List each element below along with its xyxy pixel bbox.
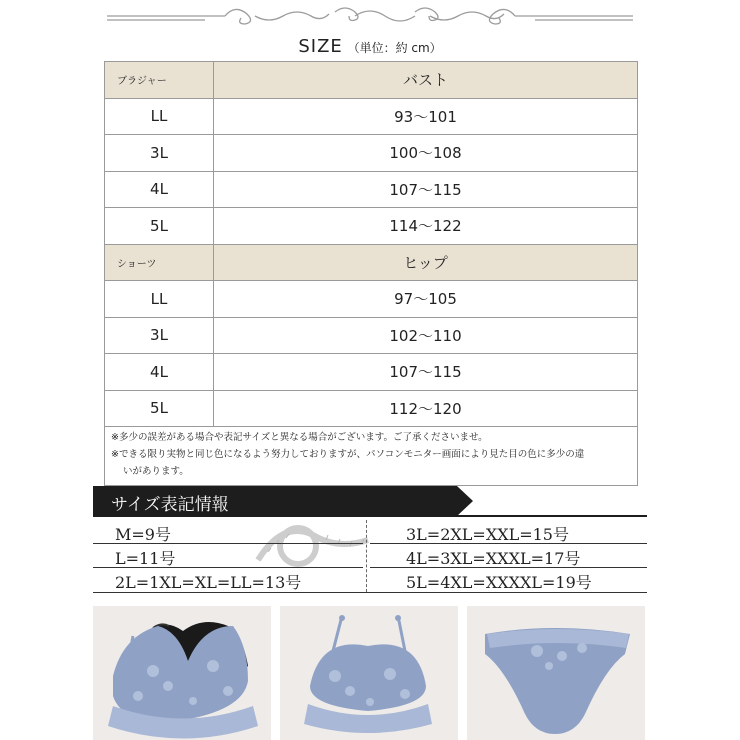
size-cell: 4L [105,171,214,208]
product-photo-shorts [467,606,645,740]
size-equivalence-left-2: L=11号 [115,549,176,568]
table-row [105,98,638,135]
note-line-1: ※多少の誤差がある場合や表記サイズと異なる場合がございます。ご了承くださいませ。 [111,432,488,443]
size-equivalence-right-1: 3L=2XL=XXL=15号 [406,525,569,544]
size-equivalence-right-3: 5L=4XL=XXXXL=19号 [406,573,592,592]
size-equivalence-left-3: 2L=1XL=XL=LL=13号 [115,573,302,592]
bra-header-row [105,62,638,99]
size-info-banner [93,486,647,516]
table-row [105,208,638,245]
size-cell: 3L [105,317,214,354]
table-row [105,135,638,172]
value-cell: 114～122 [214,208,638,245]
size-cell: 5L [105,390,214,427]
size-cell: 4L [105,354,214,391]
product-photo-bra [280,606,458,740]
value-cell: 107～115 [214,354,638,391]
size-info-title: サイズ表記情報 [111,495,229,515]
value-cell: 107～115 [214,171,638,208]
bra-stack-image [93,606,271,740]
bra-label: ブラジャー [105,62,214,99]
size-equivalence-left-1: M=9号 [115,525,171,544]
value-cell: 112～120 [214,390,638,427]
value-cell: 97～105 [214,281,638,318]
shorts-image [467,606,645,740]
table-row [105,390,638,427]
shorts-label: ショーツ [105,244,214,281]
size-cell: LL [105,281,214,318]
size-table [104,61,638,486]
notes-cell [105,427,638,486]
size-cell: 5L [105,208,214,245]
note-line-3: いがあります。 [123,466,189,477]
bust-label: バスト [214,62,638,99]
table-row [105,317,638,354]
note-line-2: ※できる限り実物と同じ色になるよう努力しておりますが、パソコンモニター画面により見た目の色に多少の違 [111,449,585,460]
size-heading: SIZE [298,36,343,57]
hip-label: ヒップ [214,244,638,281]
value-cell: 102～110 [214,317,638,354]
notes-row [105,427,638,486]
size-cell: 3L [105,135,214,172]
size-title [0,36,740,57]
size-equivalence-right-2: 4L=3XL=XXXL=17号 [406,549,581,568]
product-photo-bras [93,606,271,740]
table-row [105,171,638,208]
value-cell: 100～108 [214,135,638,172]
bra-image [280,606,458,740]
table-row [105,354,638,391]
value-cell: 93～101 [214,98,638,135]
table-row [105,281,638,318]
unit-note: （単位：約 cm） [347,41,442,55]
ornament-divider-icon [105,2,635,30]
size-cell: LL [105,98,214,135]
shorts-header-row [105,244,638,281]
